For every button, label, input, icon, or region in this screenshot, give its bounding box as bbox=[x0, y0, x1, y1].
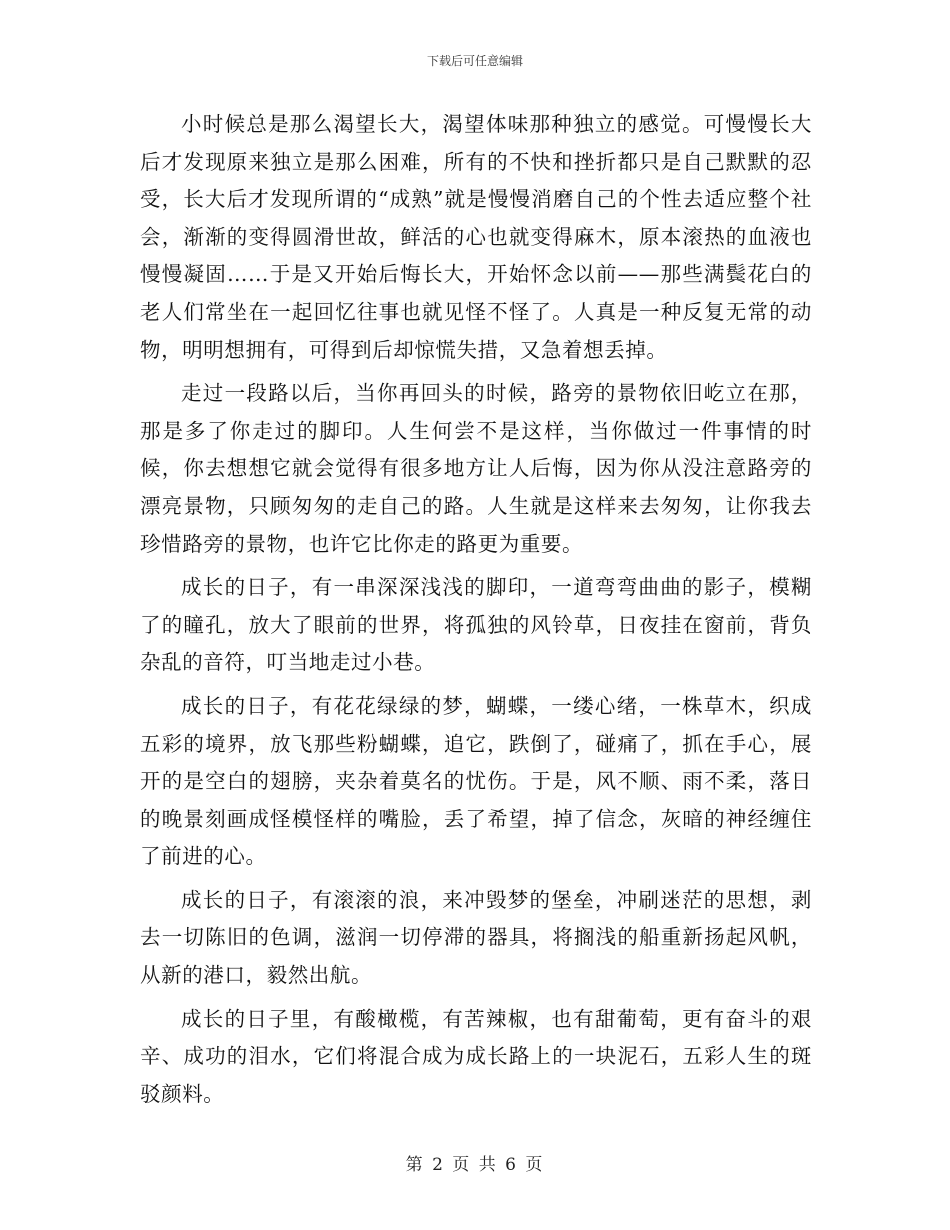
paragraph-6: 成长的日子里，有酸橄榄，有苦辣椒，也有甜葡萄，更有奋斗的艰辛、成功的泪水，它们将混合成为成长路上的一块泥石，五彩人生的斑驳颜料。 bbox=[140, 1006, 812, 1106]
document-body bbox=[140, 106, 812, 1119]
paragraph-1: 小时候总是那么渴望长大，渴望体味那种独立的感觉。可慢慢长大后才发现原来独立是那么困难，所有的不快和挫折都只是自己默默的忍受，长大后才发现所谓的“成熟”就是慢慢消磨自己的个性去适应整个社会，渐渐的变得圆滑世故，鲜活的心也就变得麻木，原本滚热的血液也慢慢凝固……于是又开始后悔长大，开始怀念以前——那些满鬓花白的老人们常坐在一起回忆往事也就见怪不怪了。人真是一种反复无常的动物，明明想拥有，可得到后却惊慌失措，又急着想丢掉。 bbox=[140, 112, 812, 362]
page-number-footer: 第 2 页 共 6 页 bbox=[405, 1155, 545, 1175]
paragraph-4: 成长的日子，有花花绿绿的梦，蝴蝶，一缕心绪，一株草木，织成五彩的境界，放飞那些粉蝴蝶，追它，跌倒了，碰痛了，抓在手心，展开的是空白的翅膀，夹杂着莫名的忧伤。于是，风不顺、雨不柔，落日的晚景刻画成怪模怪样的嘴脸，丢了希望，掉了信念，灰暗的神经缠住了前进的心。 bbox=[140, 693, 812, 869]
paragraph-3: 成长的日子，有一串深深浅浅的脚印，一道弯弯曲曲的影子，模糊了的瞳孔，放大了眼前的世界，将孤独的风铃草，日夜挂在窗前，背负杂乱的音符，叮当地走过小巷。 bbox=[140, 575, 812, 675]
paragraph-5: 成长的日子，有滚滚的浪，来冲毁梦的堡垒，冲刷迷茫的思想，剥去一切陈旧的色调，滋润一切停滞的器具，将搁浅的船重新扬起风帆，从新的港口，毅然出航。 bbox=[140, 887, 812, 988]
page-header: 下载后可任意编辑 bbox=[426, 54, 523, 68]
paragraph-2: 走过一段路以后，当你再回头的时候，路旁的景物依旧屹立在那，那是多了你走过的脚印。人生何尝不是这样，当你做过一件事情的时候，你去想想它就会觉得有很多地方让人后悔，因为你从没注意路旁的漂亮景物，只顾匆匆的走自己的路。人生就是这样来去匆匆，让你我去珍惜路旁的景物，也许它比你走的路更为重要。 bbox=[140, 381, 812, 556]
